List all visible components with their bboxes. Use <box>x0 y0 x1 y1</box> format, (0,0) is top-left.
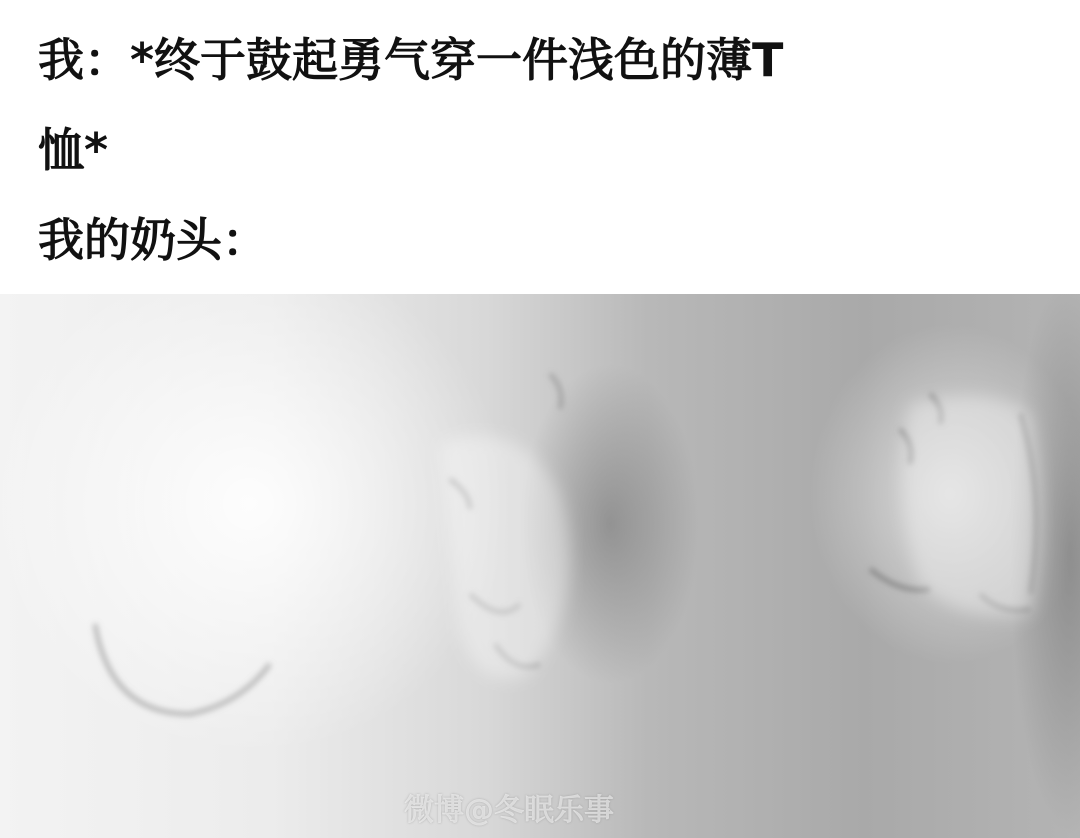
caption-line-2: 恤* <box>38 123 109 177</box>
caption-line-1: 我：*终于鼓起勇气穿一件浅色的薄T <box>38 33 784 87</box>
watermark-text: 微博@冬眠乐事 <box>404 793 614 828</box>
faces-pressing-through-sheet-image <box>0 294 1080 838</box>
right-face-highlight <box>902 396 1040 616</box>
photo-illustration <box>0 294 1080 838</box>
left-face-glow <box>0 294 510 754</box>
caption-area <box>0 0 1080 294</box>
caption-line-3: 我的奶头： <box>38 213 268 267</box>
